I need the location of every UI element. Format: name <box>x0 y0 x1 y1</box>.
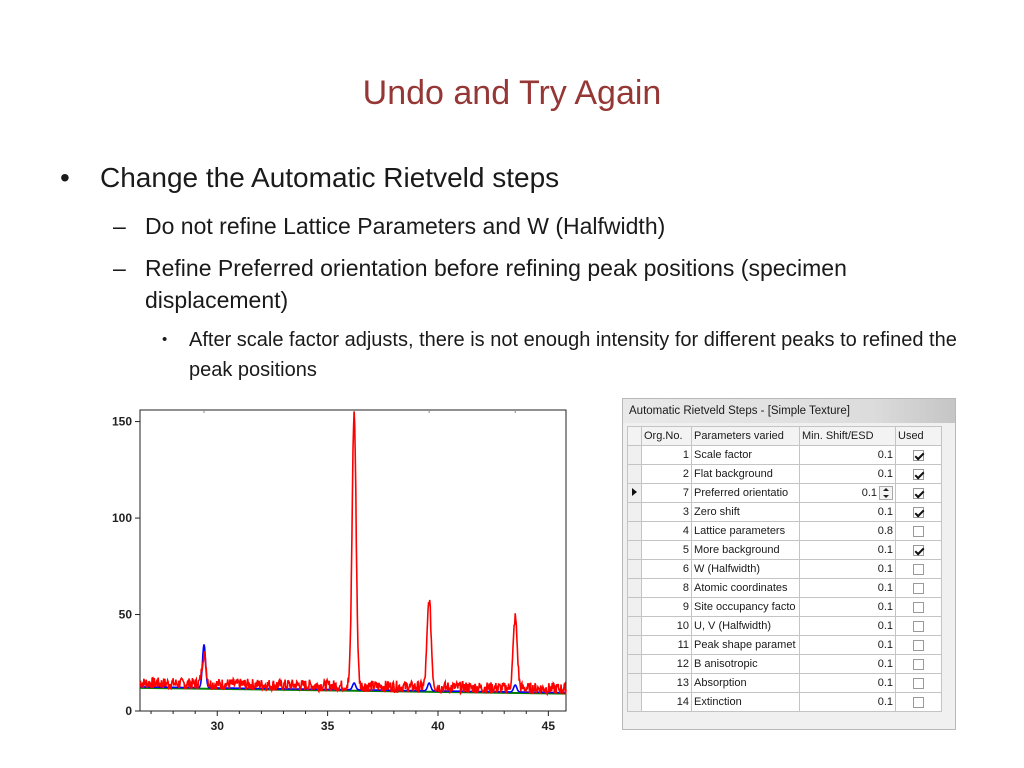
parameter-cell[interactable]: Extinction <box>692 693 800 712</box>
bullet-text: After scale factor adjusts, there is not enough intensity for different peaks to refined the peak positions <box>189 329 957 381</box>
row-selector[interactable] <box>628 674 642 693</box>
dash-marker: – <box>113 213 126 239</box>
used-cell[interactable] <box>896 617 942 636</box>
spinner-updown-icon[interactable] <box>879 486 893 500</box>
min-shift-cell[interactable] <box>800 503 896 522</box>
parameter-cell[interactable]: Site occupancy facto <box>692 598 800 617</box>
parameter-cell[interactable]: Zero shift <box>692 503 800 522</box>
row-selector[interactable] <box>628 655 642 674</box>
parameter-cell[interactable]: Peak shape paramet <box>692 636 800 655</box>
min-shift-cell[interactable] <box>800 579 896 598</box>
row-selector[interactable] <box>628 465 642 484</box>
used-checkbox[interactable] <box>913 640 924 651</box>
used-checkbox[interactable] <box>913 621 924 632</box>
rietveld-steps-window <box>622 398 956 730</box>
steps-table <box>627 426 942 712</box>
used-checkbox[interactable] <box>913 602 924 613</box>
x-tick-label: 35 <box>320 719 335 733</box>
org-no-cell[interactable]: 4 <box>642 522 692 541</box>
org-no-cell[interactable]: 8 <box>642 579 692 598</box>
min-shift-value: 0.1 <box>877 449 893 461</box>
min-shift-cell[interactable] <box>800 617 896 636</box>
row-selector[interactable] <box>628 617 642 636</box>
parameter-cell[interactable]: Atomic coordinates <box>692 579 800 598</box>
slide-title: Undo and Try Again <box>362 74 662 112</box>
min-shift-cell[interactable] <box>800 598 896 617</box>
row-selector[interactable] <box>628 541 642 560</box>
org-no-cell[interactable]: 6 <box>642 560 692 579</box>
table-row[interactable] <box>628 598 942 617</box>
min-shift-cell[interactable] <box>800 655 896 674</box>
min-shift-cell[interactable] <box>800 541 896 560</box>
min-shift-value: 0.1 <box>877 620 893 632</box>
parameter-cell[interactable]: W (Halfwidth) <box>692 560 800 579</box>
org-no-cell[interactable]: 11 <box>642 636 692 655</box>
used-cell[interactable] <box>896 465 942 484</box>
used-cell[interactable] <box>896 446 942 465</box>
bullet-marker: • <box>162 331 168 348</box>
min-shift-value: 0.1 <box>861 486 877 499</box>
org-no-cell[interactable]: 13 <box>642 674 692 693</box>
used-checkbox[interactable] <box>913 526 924 537</box>
y-tick-label: 150 <box>111 414 132 429</box>
min-shift-value: 0.1 <box>877 506 893 518</box>
diffraction-chart <box>96 400 576 745</box>
x-tick-label: 40 <box>431 719 445 733</box>
table-row[interactable] <box>628 522 942 541</box>
used-cell[interactable] <box>896 693 942 712</box>
org-no-cell[interactable]: 1 <box>642 446 692 465</box>
org-no-cell[interactable]: 12 <box>642 655 692 674</box>
used-cell[interactable] <box>896 484 942 503</box>
min-shift-value: 0.8 <box>877 525 893 537</box>
used-cell[interactable] <box>896 541 942 560</box>
row-selector[interactable] <box>628 503 642 522</box>
used-checkbox[interactable] <box>913 697 924 708</box>
table-row[interactable] <box>628 484 942 503</box>
used-checkbox[interactable] <box>913 564 924 575</box>
min-shift-value: 0.1 <box>877 658 893 670</box>
table-row[interactable] <box>628 446 942 465</box>
dash-marker: – <box>113 255 126 281</box>
column-header[interactable]: Parameters varied <box>692 427 800 446</box>
table-row[interactable] <box>628 655 942 674</box>
org-no-cell[interactable]: 9 <box>642 598 692 617</box>
table-row[interactable] <box>628 617 942 636</box>
x-tick-label: 45 <box>541 719 556 733</box>
min-shift-cell[interactable] <box>800 560 896 579</box>
org-no-cell[interactable]: 14 <box>642 693 692 712</box>
table-row[interactable] <box>628 465 942 484</box>
org-no-cell[interactable]: 7 <box>642 484 692 503</box>
min-shift-cell[interactable] <box>800 522 896 541</box>
org-no-cell[interactable]: 2 <box>642 465 692 484</box>
parameter-cell[interactable]: Flat background <box>692 465 800 484</box>
table-row[interactable] <box>628 674 942 693</box>
parameter-cell[interactable]: U, V (Halfwidth) <box>692 617 800 636</box>
current-row-arrow-icon <box>632 488 637 496</box>
used-cell[interactable] <box>896 674 942 693</box>
min-shift-value: 0.1 <box>877 639 893 651</box>
column-header[interactable]: Org.No. <box>642 427 692 446</box>
used-cell[interactable] <box>896 560 942 579</box>
org-no-cell[interactable]: 10 <box>642 617 692 636</box>
min-shift-value: 0.1 <box>877 563 893 575</box>
org-no-cell[interactable]: 5 <box>642 541 692 560</box>
used-checkbox[interactable] <box>913 469 924 480</box>
min-shift-cell[interactable] <box>800 636 896 655</box>
min-shift-value: 0.1 <box>877 582 893 594</box>
row-selector[interactable] <box>628 446 642 465</box>
column-header[interactable]: Used <box>896 427 942 446</box>
parameter-cell[interactable]: B anisotropic <box>692 655 800 674</box>
used-checkbox[interactable] <box>913 583 924 594</box>
row-selector-header <box>628 427 642 446</box>
window-title: Automatic Rietveld Steps - [Simple Texture] <box>623 399 955 423</box>
row-selector[interactable] <box>628 560 642 579</box>
min-shift-value: 0.1 <box>877 696 893 708</box>
y-tick-label: 100 <box>111 511 132 526</box>
parameter-cell[interactable]: Lattice parameters <box>692 522 800 541</box>
min-shift-value: 0.1 <box>877 601 893 613</box>
min-shift-value: 0.1 <box>877 677 893 689</box>
used-cell[interactable] <box>896 598 942 617</box>
used-cell[interactable] <box>896 655 942 674</box>
table-row[interactable] <box>628 579 942 598</box>
row-selector[interactable] <box>628 484 642 503</box>
y-tick-label: 50 <box>118 607 132 622</box>
used-checkbox[interactable] <box>913 678 924 689</box>
row-selector[interactable] <box>628 522 642 541</box>
bullet-text: Do not refine Lattice Parameters and W (Halfwidth) <box>145 213 666 239</box>
bullet-marker: • <box>60 162 70 193</box>
table-row[interactable] <box>628 693 942 712</box>
parameter-cell[interactable]: Absorption <box>692 674 800 693</box>
used-checkbox[interactable] <box>913 488 924 499</box>
y-tick-label: 0 <box>125 704 132 718</box>
row-selector[interactable] <box>628 598 642 617</box>
org-no-cell[interactable]: 3 <box>642 503 692 522</box>
column-header[interactable]: Min. Shift/ESD <box>800 427 896 446</box>
used-checkbox[interactable] <box>913 507 924 518</box>
used-checkbox[interactable] <box>913 659 924 670</box>
parameter-cell[interactable]: More background <box>692 541 800 560</box>
table-header-row <box>628 427 942 446</box>
table-row[interactable] <box>628 541 942 560</box>
table-row[interactable] <box>628 560 942 579</box>
row-selector[interactable] <box>628 693 642 712</box>
table-row[interactable] <box>628 636 942 655</box>
min-shift-value: 0.1 <box>877 544 893 556</box>
x-tick-label: 30 <box>210 719 224 733</box>
min-shift-cell[interactable] <box>800 446 896 465</box>
parameter-cell[interactable]: Preferred orientatio <box>692 484 800 503</box>
min-shift-cell[interactable] <box>800 674 896 693</box>
used-checkbox[interactable] <box>913 545 924 556</box>
table-row[interactable] <box>628 503 942 522</box>
used-checkbox[interactable] <box>913 450 924 461</box>
min-shift-cell[interactable] <box>800 693 896 712</box>
bullet-text: Refine Preferred orientation before refining peak positions (specimen displacement) <box>145 255 847 313</box>
used-cell[interactable] <box>896 503 942 522</box>
bullet-text: Change the Automatic Rietveld steps <box>100 162 560 193</box>
used-cell[interactable] <box>896 579 942 598</box>
parameter-cell[interactable]: Scale factor <box>692 446 800 465</box>
row-selector[interactable] <box>628 579 642 598</box>
used-cell[interactable] <box>896 636 942 655</box>
row-selector[interactable] <box>628 636 642 655</box>
min-shift-value: 0.1 <box>877 468 893 480</box>
min-shift-cell[interactable] <box>800 484 896 503</box>
min-shift-cell[interactable] <box>800 465 896 484</box>
used-cell[interactable] <box>896 522 942 541</box>
